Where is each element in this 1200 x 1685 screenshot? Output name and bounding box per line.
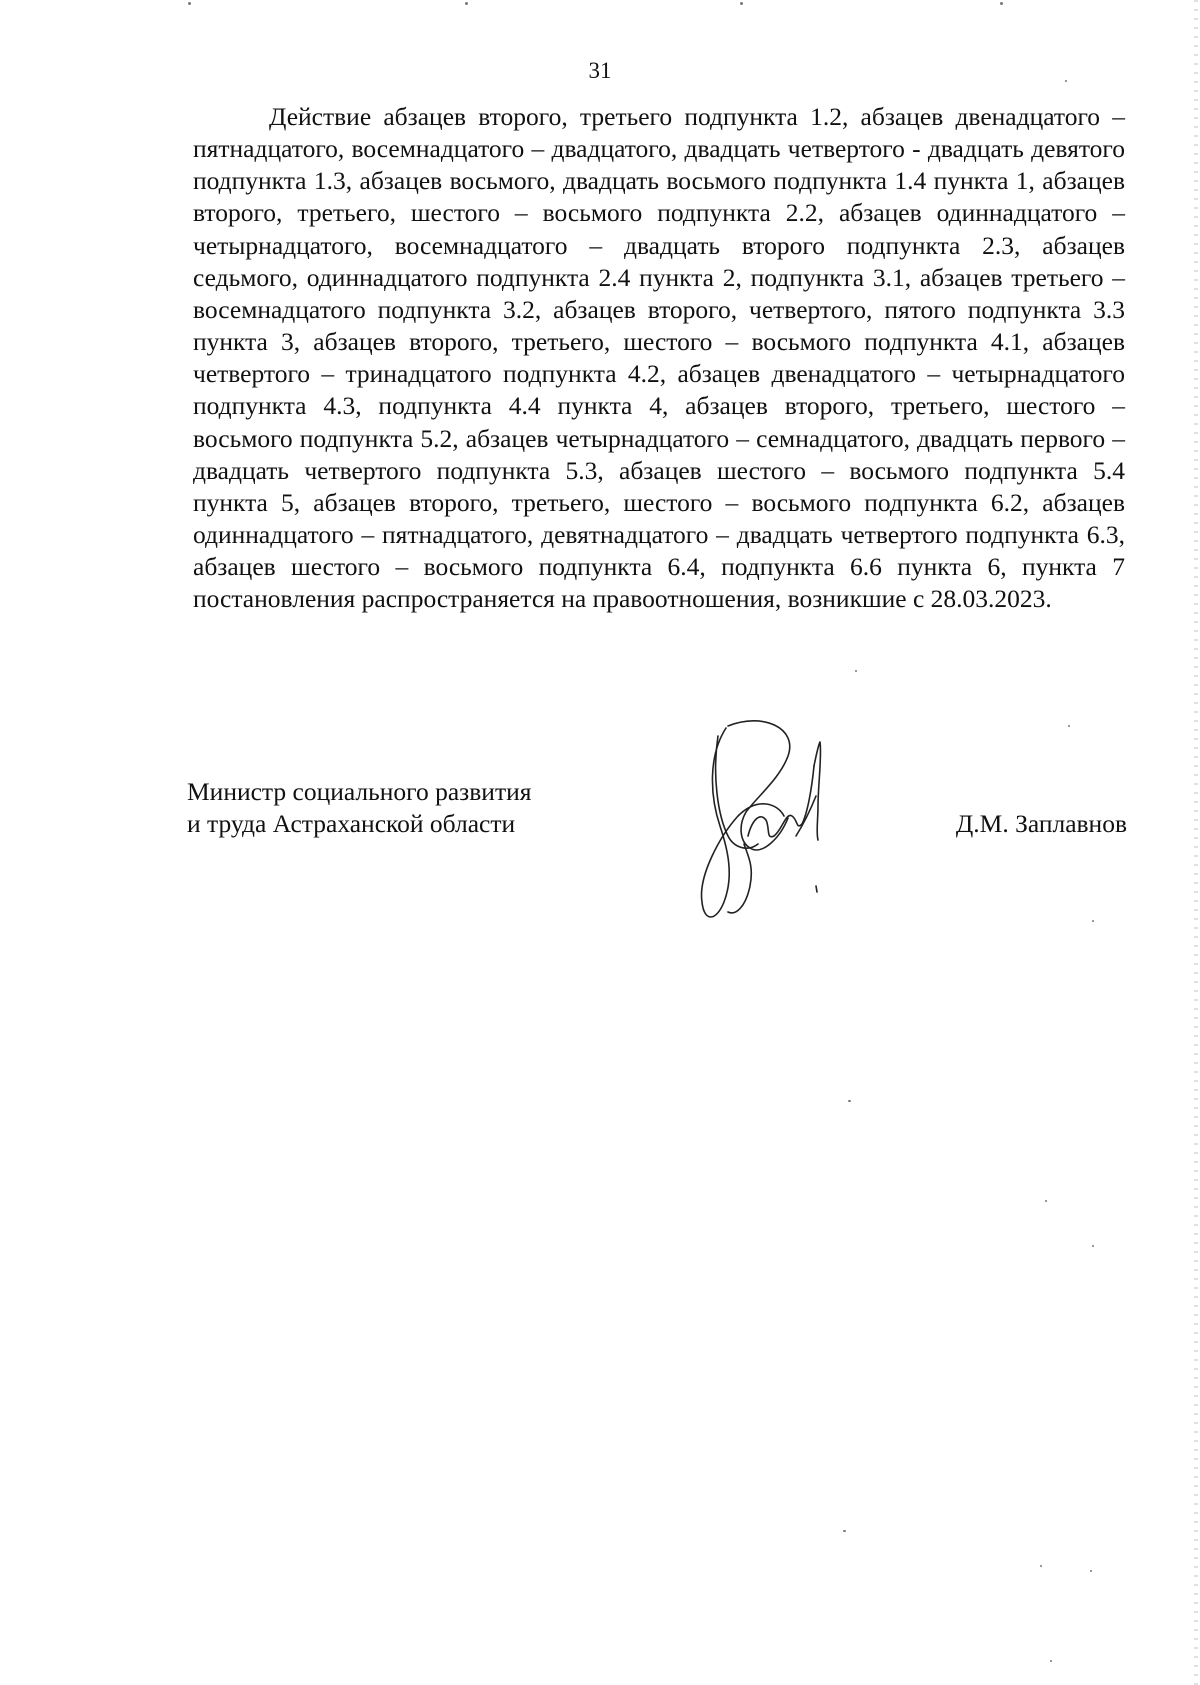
scan-speck [1092,920,1094,922]
scan-speck [855,670,857,672]
scan-edge-artifact [1194,0,1198,1685]
signatory-name: Д.М. Заплавнов [955,809,1127,838]
scan-speck [1068,725,1070,727]
handwritten-signature-icon [688,716,858,936]
scan-speck [465,2,468,5]
scan-speck [188,2,191,5]
scan-speck [1092,1245,1094,1247]
scan-speck [1000,2,1003,5]
page-number: 31 [588,58,612,83]
scan-speck [1040,1565,1042,1567]
scan-speck [1045,1200,1047,1202]
scan-speck [1050,1660,1052,1662]
signatory-position [187,776,531,840]
body-paragraph: Действие абзацев второго, третьего подпункта 1.2, абзацев двенадцатого – пятнадцатого, восемнадцатого – двадцатого, двадцать четвертого - двадцать девятого подпункта 1.3, абзацев восьмого, двадцать восьмого подпункта 1.4 пункта 1, абзацев второго, третьего, шестого – восьмого подпункта 2.2, абзацев одиннадцатого – четырнадцатого, восемнадцатого – двадцать второго подпункта 2.3, абзацев седьмого, одиннадцатого подпункта 2.4 пункта 2, подпункта 3.1, абзацев третьего – восемнадцатого подпункта 3.2, абзацев второго, четвертого, пятого подпункта 3.3 пункта 3, абзацев второго, третьего, шестого – восьмого подпункта 4.1, абзацев четвертого – тринадцатого подпункта 4.2, абзацев двенадцатого – четырнадцатого подпункта 4.3, подпункта 4.4 пункта 4, абзацев второго, третьего, шестого – восьмого подпункта 5.2, абзацев четырнадцатого – семнадцатого, двадцать первого – двадцать четвертого подпункта 5.3, абзацев шестого – восьмого подпункта 5.4 пункта 5, абзацев второго, третьего, шестого – восьмого подпункта 6.2, абзацев одиннадцатого – пятнадцатого, девятнадцатого – двадцать четвертого подпункта 6.3, абзацев шестого – восьмого подпункта 6.4, подпункта 6.6 пункта 6, пункта 7 постановления распространяется на правоотношения, возникшие с 28.03.2023. [193,102,1125,614]
scan-speck [848,1100,851,1102]
signature-block [187,776,1127,856]
scan-speck [1065,80,1067,82]
scan-speck [740,2,743,5]
signatory-position-line2: и труда Астраханской области [187,809,516,838]
scan-speck [1090,1570,1092,1572]
scan-speck [843,1530,846,1532]
signatory-position-line1: Министр социального развития [187,777,532,806]
